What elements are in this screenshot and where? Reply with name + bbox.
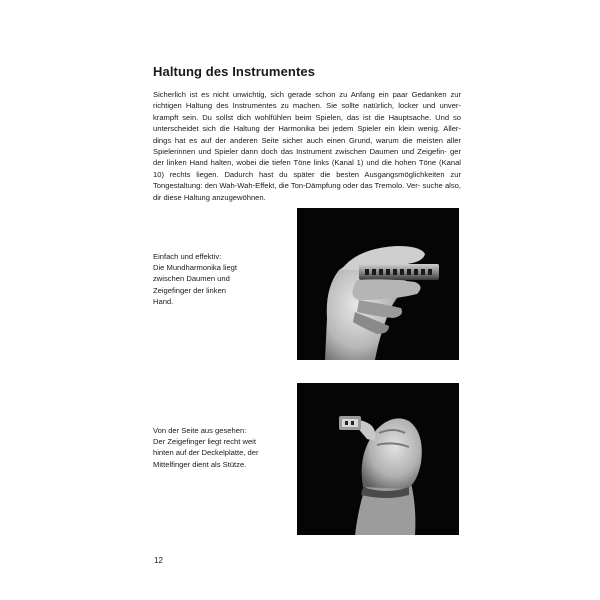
section-heading: Haltung des Instrumentes: [153, 64, 316, 79]
caption-line: Zeigefinger der linken: [153, 285, 227, 295]
caption-line: hinten auf der Deckelplatte, der: [153, 448, 259, 458]
caption-side-view: [153, 425, 293, 470]
photo-hand-holding-harmonica-side: [297, 383, 459, 535]
caption-line: Hand.: [153, 296, 174, 306]
caption-line: Von der Seite aus gesehen:: [153, 426, 247, 435]
intro-line: krampft sein. Du sollst dich wohlfühlen beim Spielen, das ist die Hauptsache. Und so: [153, 112, 461, 122]
caption-line: Einfach und effektiv:: [153, 252, 222, 261]
intro-line: suche also, dir diese Haltung anzugewöhnen.: [153, 181, 461, 202]
caption-front-view: [153, 251, 283, 307]
caption-line: Mittelfinger dient als Stütze.: [153, 459, 247, 469]
page-number: 12: [154, 556, 163, 565]
intro-paragraph: [153, 89, 461, 203]
intro-line: zur Tongestaltung: den Wah-Wah-Effekt, die Ton-Dämpfung oder das Tremolo. Ver-: [153, 169, 461, 191]
intro-line: richtigen Haltung des Instrumentes zu machen. Sie sollte natürlich, locker und unver-: [153, 101, 461, 111]
intro-line: Spielerinnen und Spieler dann doch das Instrument zwischen Daumen und Zeigefin-: [153, 147, 447, 157]
intro-line: unterscheidet sich die Haltung der Harmonika bei jedem Spieler ein klein wenig. Aller-: [153, 124, 461, 134]
photo-hand-holding-harmonica-front: [297, 208, 459, 360]
intro-line: dings hat es auf der anderen Seite sicher auch einen Grund, warum die meisten aller: [153, 135, 461, 145]
caption-line: Der Zeigefinger liegt recht weit: [153, 437, 256, 447]
intro-line: (Kanal 10) rechts liegen. Dadurch hast du später die besten Ausgangsmöglichkeiten: [153, 158, 461, 179]
intro-line: ger der linken Hand halten, wobei die tiefen Töne links (Kanal 1) und die hohen Töne: [153, 147, 461, 168]
caption-line: zwischen Daumen und: [153, 274, 230, 284]
intro-line: Sicherlich ist es nicht unwichtig, sich gerade schon zu Anfang ein paar Gedanken zur: [153, 90, 461, 99]
caption-line: Die Mundharmonika liegt: [153, 263, 237, 273]
